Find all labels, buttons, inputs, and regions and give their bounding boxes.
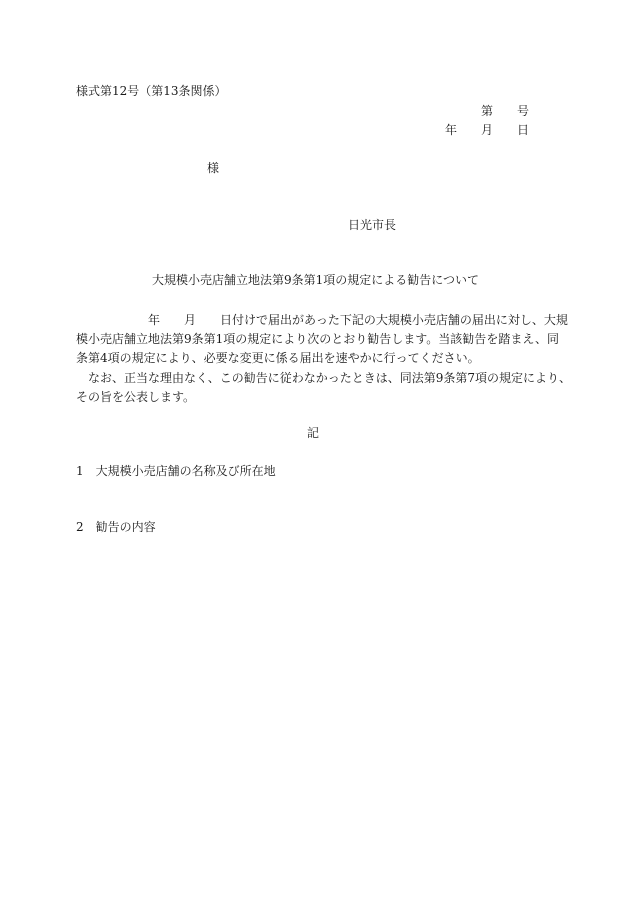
body-text-line: 条第4項の規定により、必要な変更に係る届出を速やかに行ってください。 xyxy=(76,351,480,365)
list-item: 1 大規模小売店舗の名称及び所在地 xyxy=(76,464,276,478)
form-label: 様式第12号（第13条関係） xyxy=(76,84,227,98)
document-number-line: 第 号 xyxy=(481,104,530,118)
body-text-line: なお、正当な理由なく、この勧告に従わなかったときは、同法第9条第7項の規定により、 xyxy=(76,371,572,385)
sender-name: 日光市長 xyxy=(348,218,397,232)
ki-heading: 記 xyxy=(307,426,320,440)
addressee-line: 様 xyxy=(207,161,220,175)
document-date-line: 年 月 日 xyxy=(445,123,530,137)
body-text-line: 年 月 日付けで届出があった下記の大規模小売店舗の届出に対し、大規 xyxy=(76,313,568,327)
body-text-line: その旨を公表します。 xyxy=(76,390,196,404)
list-item: 2 勧告の内容 xyxy=(76,520,156,534)
body-text-line: 模小売店舗立地法第9条第1項の規定により次のとおり勧告します。当該勧告を踏まえ、同 xyxy=(76,332,560,346)
document-subject: 大規模小売店舗立地法第9条第1項の規定による勧告について xyxy=(152,273,480,287)
